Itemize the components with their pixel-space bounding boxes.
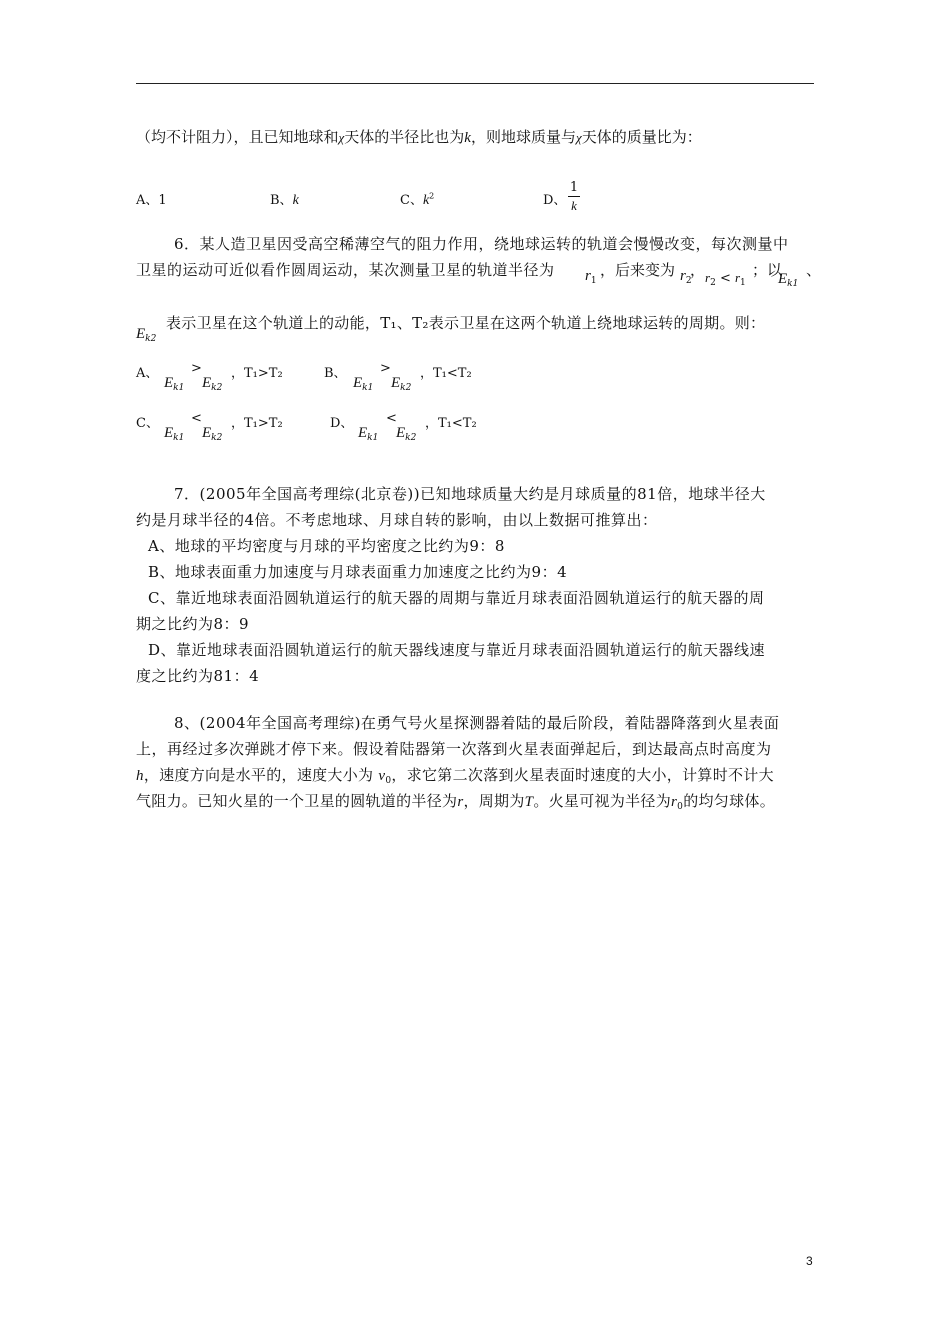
h-symbol: h xyxy=(136,768,144,784)
q6-option-b-period: ，T₁<T₂ xyxy=(420,366,472,381)
q6-line-2a: 卫星的运动可近似看作圆周运动，某次测量卫星的轨道半径为 xyxy=(136,261,555,279)
q5-option-c: C、$k^2$ xyxy=(400,191,435,208)
ek2-symbol: $E_{k2}$ xyxy=(136,326,157,344)
t-symbol: T xyxy=(524,794,534,810)
q6-dun: 、 xyxy=(806,261,822,279)
header-rule xyxy=(136,83,814,84)
q5-stem-text: （均不计阻力），且已知地球和 xyxy=(136,128,339,146)
q6-option-c: C、 xyxy=(136,416,159,431)
q8-line-1: 8、(2004年全国高考理综)在勇气号火星探测器着陆的最后阶段，着陆器降落到火星表面 xyxy=(174,714,780,732)
q6-option-a-ek1: $E_{k1}$ xyxy=(164,375,185,393)
q7-option-d-line-1: D、靠近地球表面沿圆轨道运行的航天器线速度与靠近月球表面沿圆轨道运行的航天器线速 xyxy=(148,641,766,659)
chi-symbol: χ xyxy=(338,130,345,145)
q6-option-b: B、 xyxy=(324,366,347,381)
q6-option-b-cmp: > xyxy=(380,361,391,376)
chi-symbol: χ xyxy=(575,130,582,145)
q5-stem-text: 天体的质量比为： xyxy=(581,128,702,146)
q8-line-3: h，速度方向是水平的，速度大小为 $v_0$，求它第二次落到火星表面时速度的大小，计算时不计大 xyxy=(136,766,774,786)
q5-stem-text: 天体的半径比也为 xyxy=(344,128,465,146)
q6-line-3: 表示卫星在这个轨道上的动能，T₁、T₂表示卫星在这两个轨道上绕地球运转的周期。则： xyxy=(166,314,766,332)
r1-symbol: $r_1$ xyxy=(585,268,597,286)
r2-symbol: $r_2$ xyxy=(680,268,692,286)
q6-option-a: A、 xyxy=(136,366,159,381)
q7-line-1: 7．(2005年全国高考理综(北京卷))已知地球质量大约是月球质量的81倍，地球半径大 xyxy=(174,485,766,503)
q6-line-2b: ，后来变为 xyxy=(600,261,676,279)
r2-lt-r1: $r_2 < r_1$ xyxy=(705,270,746,288)
q6-comma: ， xyxy=(690,261,706,279)
q7-option-c-line-2: 期之比约为8：9 xyxy=(136,615,250,633)
r0-symbol: r xyxy=(671,794,678,810)
q5-option-b: B、k xyxy=(270,193,299,208)
q6-option-b-ek1: $E_{k1}$ xyxy=(353,375,374,393)
q7-option-b: B、地球表面重力加速度与月球表面重力加速度之比约为9：4 xyxy=(148,563,568,581)
q6-option-a-period: ，T₁>T₂ xyxy=(231,366,283,381)
q5-stem-text: ，则地球质量与 xyxy=(470,128,576,146)
q6-option-c-cmp: < xyxy=(191,411,202,426)
q5-option-a: A、1 xyxy=(136,193,167,208)
v0-symbol: v xyxy=(378,768,386,784)
q7-option-a: A、地球的平均密度与月球的平均密度之比约为9：8 xyxy=(148,537,505,555)
q6-option-c-ek2: $E_{k2}$ xyxy=(202,425,223,443)
q6-option-d: D、 xyxy=(330,416,354,431)
q6-option-d-ek2: $E_{k2}$ xyxy=(396,425,417,443)
q5-option-d: D、 xyxy=(543,193,567,208)
q5-option-d-fraction: 1 k xyxy=(569,180,579,213)
q7-option-d-line-2: 度之比约为81：4 xyxy=(136,667,260,685)
q6-option-a-ek2: $E_{k2}$ xyxy=(202,375,223,393)
q6-option-b-ek2: $E_{k2}$ xyxy=(391,375,412,393)
q7-line-2: 约是月球半径的4倍。不考虑地球、月球自转的影响，由以上数据可推算出： xyxy=(136,511,658,529)
q8-line-2: 上，再经过多次弹跳才停下来。假设着陆器第一次落到火星表面弹起后，到达最高点时高度为 xyxy=(136,740,772,758)
k-symbol: k xyxy=(464,130,471,146)
page-number: 3 xyxy=(806,1254,813,1268)
ek1-symbol: $E_{k1}$ xyxy=(778,271,799,289)
q6-line-2c: ；以 xyxy=(752,261,783,279)
q6-option-d-cmp: < xyxy=(386,411,397,426)
q6-option-d-ek1: $E_{k1}$ xyxy=(358,425,379,443)
q6-option-c-ek1: $E_{k1}$ xyxy=(164,425,185,443)
q6-option-d-period: ，T₁<T₂ xyxy=(425,416,477,431)
q6-option-a-cmp: > xyxy=(191,361,202,376)
q5-stem xyxy=(136,126,702,147)
r-symbol: r xyxy=(457,794,464,810)
q7-option-c-line-1: C、靠近地球表面沿圆轨道运行的航天器的周期与靠近月球表面沿圆轨道运行的航天器的周 xyxy=(148,589,765,607)
q6-option-c-period: ，T₁>T₂ xyxy=(231,416,283,431)
q6-line-1: 6．某人造卫星因受高空稀薄空气的阻力作用，绕地球运转的轨道会慢慢改变，每次测量中 xyxy=(174,235,789,253)
q8-line-4: 气阻力。已知火星的一个卫星的圆轨道的半径为r，周期为T。火星可视为半径为$r_0$的均匀球体。 xyxy=(136,792,775,812)
